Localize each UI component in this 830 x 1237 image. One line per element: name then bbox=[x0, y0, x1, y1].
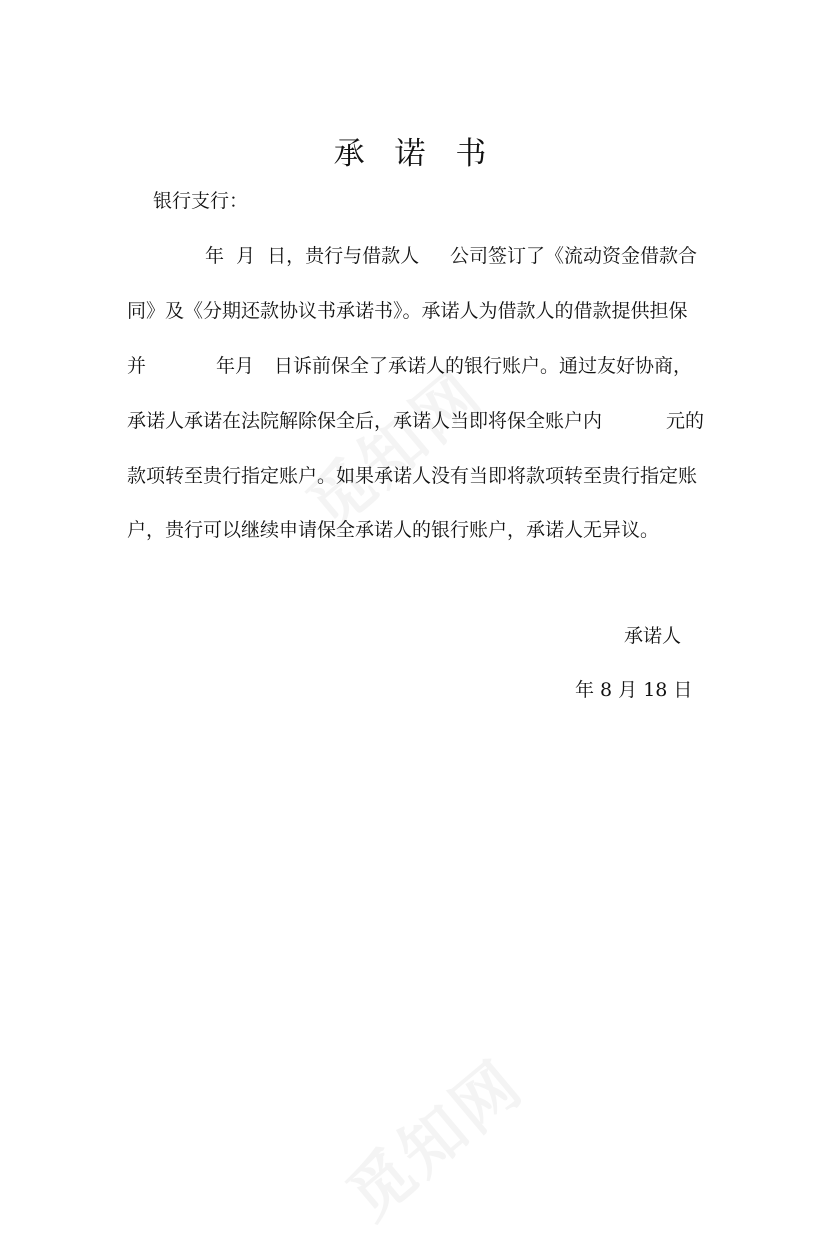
document-title: 承 诺 书 bbox=[333, 136, 497, 172]
signature-label: 承诺人 bbox=[624, 625, 682, 647]
body-line-6 bbox=[0, 517, 660, 595]
body-line-1-part-2: 公司签订了《流动资金借款合 bbox=[450, 245, 698, 267]
body-line-3-part-1: 并 bbox=[127, 355, 147, 377]
date-line: 年 8 月 18 日 bbox=[575, 679, 693, 701]
body-line-5-part-1: 款项转至贵行指定账户。如果承诺人没有当即将款项转至贵行指定账 bbox=[127, 465, 698, 487]
watermark-text-bottom bbox=[334, 1047, 538, 1235]
body-line-2-part-1: 同》及《分期还款协议书承诺书》。承诺人为借款人的借款提供担保 bbox=[127, 300, 688, 322]
watermark-mark-bottom bbox=[324, 1035, 539, 1237]
body-line-4-part-1: 承诺人承诺在法院解除保全后，承诺人当即将保全账户内 bbox=[127, 410, 603, 432]
body-line-4-part-2: 元的 bbox=[666, 410, 705, 432]
addressee: 银行支行： bbox=[153, 190, 249, 212]
body-line-1-part-1: 年 月 日，贵行与借款人 bbox=[205, 245, 420, 267]
body-line-6-part-1: 户，贵行可以继续申请保全承诺人的银行账户，承诺人无异议。 bbox=[127, 519, 660, 541]
body-line-3-part-3: 日诉前保全了承诺人的银行账户。通过友好协商， bbox=[274, 355, 693, 377]
body-line-3-part-2: 年月 bbox=[216, 355, 255, 377]
